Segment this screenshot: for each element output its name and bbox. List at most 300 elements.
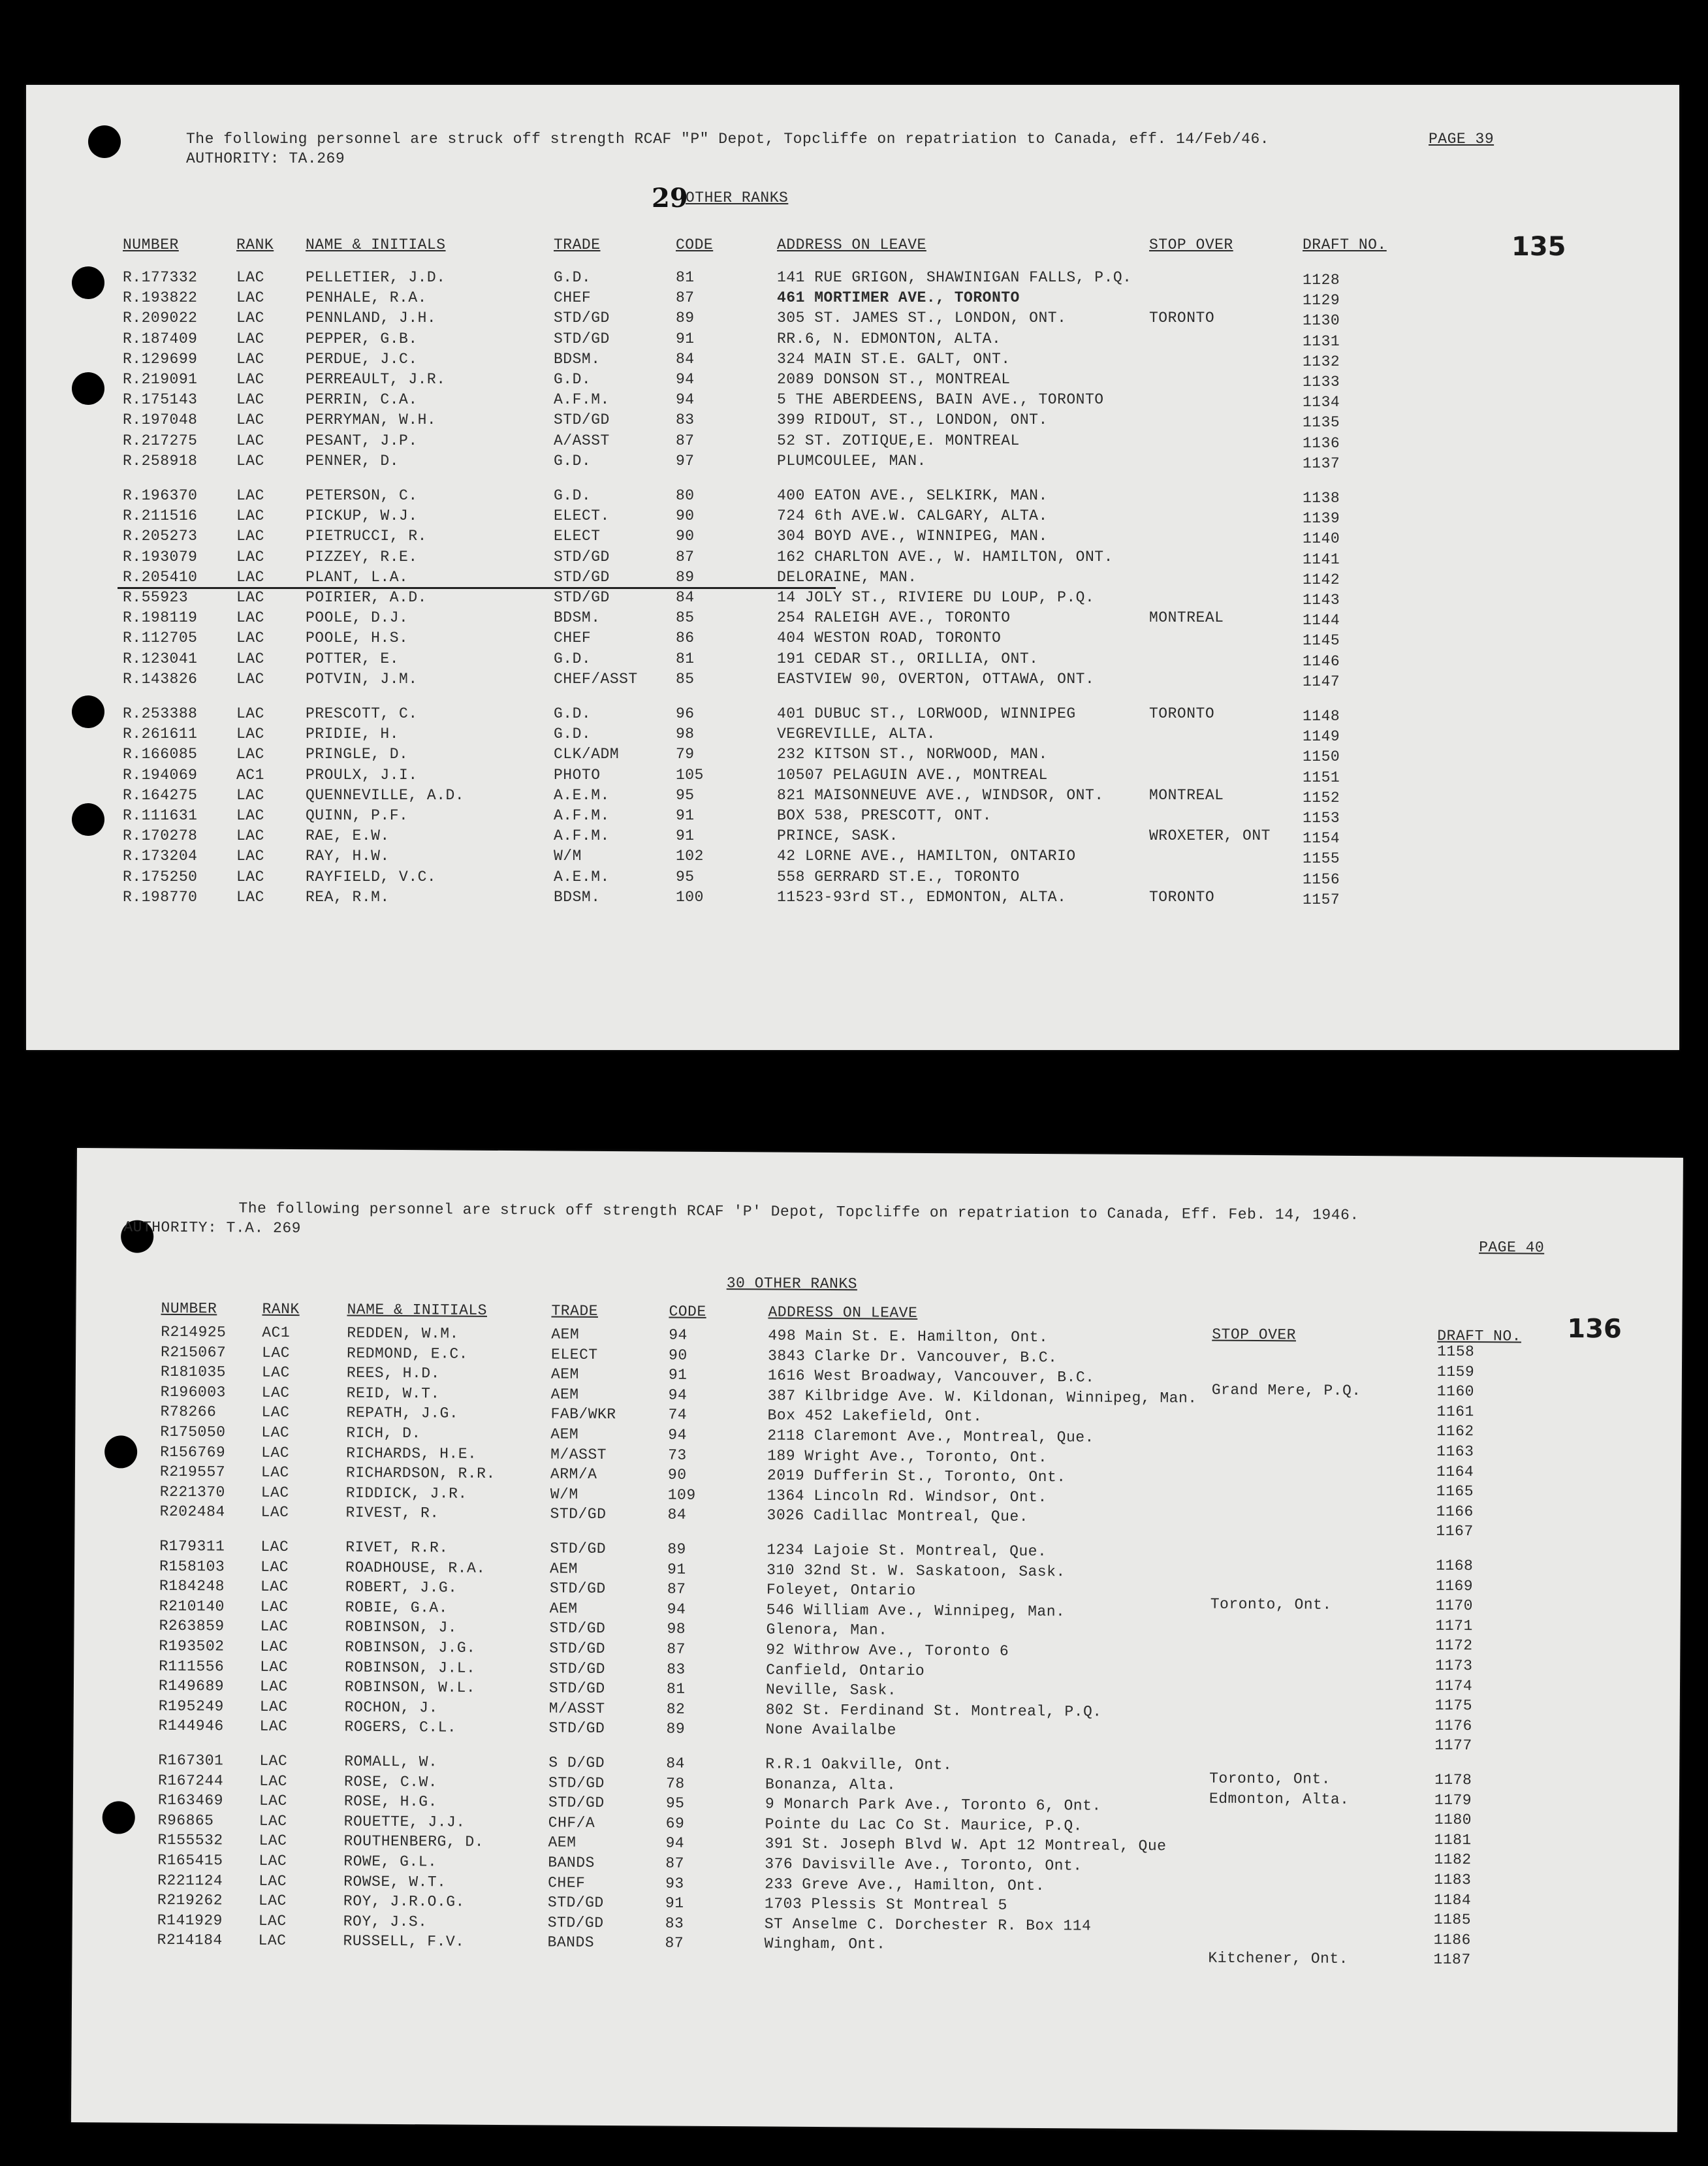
- cell-rank: LAC: [236, 609, 264, 627]
- cell-number: R181035: [160, 1363, 227, 1381]
- cell-number: R219557: [159, 1463, 226, 1481]
- cell-code: 87: [667, 1640, 686, 1658]
- cell-code: 95: [676, 868, 695, 885]
- cell-code: 91: [676, 807, 695, 824]
- cell-number: R.166085: [123, 746, 198, 763]
- cell-name: REID, W.T.: [346, 1384, 440, 1403]
- cell-draft-no: 1147: [1303, 673, 1340, 690]
- cell-number: R.217275: [123, 432, 198, 449]
- cell-address: 1703 Plessis St Montreal 5: [764, 1895, 1007, 1914]
- cell-code: 94: [668, 1426, 688, 1444]
- cell-trade: A/ASST: [554, 432, 610, 449]
- cell-name: POOLE, D.J.: [306, 609, 409, 627]
- cell-number: R214925: [161, 1323, 227, 1341]
- intro-text: The following personnel are struck off strength RCAF 'P' Depot, Topcliffe on repatriation to Canada, Eff. Feb. 14, 1946.: [238, 1200, 1359, 1224]
- cell-draft-no: 1148: [1303, 708, 1340, 725]
- cell-rank: LAC: [258, 1912, 287, 1930]
- cell-trade: STD/GD: [554, 548, 610, 565]
- cell-trade: ELECT: [554, 528, 601, 545]
- cell-trade: BANDS: [548, 1854, 595, 1871]
- cell-code: 95: [676, 786, 695, 804]
- cell-draft-no: 1133: [1303, 374, 1340, 390]
- stamp-number: 135: [1511, 232, 1566, 262]
- header-name: NAME & INITIALS: [306, 236, 446, 253]
- cell-code: 91: [668, 1366, 688, 1384]
- cell-rank: LAC: [259, 1678, 288, 1696]
- cell-rank: LAC: [261, 1384, 290, 1401]
- cell-trade: AEM: [550, 1365, 579, 1383]
- cell-name: REES, H.D.: [346, 1364, 441, 1382]
- cell-name: PROULX, J.I.: [306, 766, 418, 784]
- cell-rank: LAC: [260, 1618, 289, 1636]
- cell-draft-no: 1134: [1303, 394, 1340, 411]
- cell-code: 83: [665, 1915, 684, 1932]
- cell-name: QUENNEVILLE, A.D.: [306, 786, 465, 804]
- cell-address: 141 RUE GRIGON, SHAWINIGAN FALLS, P.Q.: [777, 269, 1132, 286]
- cell-trade: STD/GD: [554, 310, 610, 327]
- cell-trade: FAB/WKR: [550, 1405, 616, 1424]
- cell-code: 93: [665, 1875, 684, 1892]
- cell-name: ROSE, C.W.: [344, 1773, 438, 1791]
- cell-trade: A.F.M.: [554, 807, 610, 824]
- cell-number: R167301: [158, 1751, 224, 1770]
- cell-trade: ARM/A: [550, 1465, 597, 1484]
- cell-trade: BDSM.: [554, 350, 601, 368]
- cell-trade: STD/GD: [549, 1640, 606, 1657]
- table-row: [26, 351, 1679, 372]
- cell-name: ROBINSON, J.G.: [345, 1638, 476, 1657]
- cell-name: ROUETTE, J.J.: [343, 1813, 466, 1831]
- table-row: [26, 807, 1679, 828]
- cell-draft-no: 1183: [1434, 1871, 1472, 1889]
- cell-draft-no: 1170: [1435, 1597, 1474, 1615]
- cell-code: 94: [676, 371, 695, 388]
- cell-name: ROBINSON, J.L.: [345, 1659, 476, 1677]
- cell-name: ROADHOUSE, R.A.: [345, 1559, 486, 1577]
- table-row: [26, 671, 1679, 692]
- cell-code: 90: [669, 1346, 688, 1364]
- cell-rank: LAC: [236, 330, 264, 347]
- cell-draft-no: 1157: [1303, 891, 1340, 908]
- cell-name: PERREAULT, J.R.: [306, 371, 446, 388]
- cell-code: 89: [666, 1720, 686, 1738]
- table-row: [26, 746, 1679, 767]
- cell-name: RAE, E.W.: [306, 827, 390, 845]
- cell-trade: BANDS: [547, 1934, 595, 1952]
- cell-draft-no: 1136: [1303, 434, 1340, 452]
- cell-name: POTTER, E.: [306, 650, 400, 667]
- cell-code: 95: [665, 1794, 685, 1812]
- cell-code: 85: [676, 670, 695, 688]
- cell-draft-no: 1165: [1436, 1482, 1474, 1501]
- header-draft-no: DRAFT NO.: [1303, 236, 1387, 253]
- cell-trade: CHEF: [554, 289, 592, 307]
- table-row: [26, 330, 1679, 351]
- cell-trade: A.F.M.: [554, 391, 610, 409]
- cell-address: None Availalbe: [765, 1721, 896, 1740]
- cell-draft-no: 1179: [1434, 1791, 1472, 1809]
- cell-code: 74: [668, 1406, 688, 1424]
- stamp-number: 136: [1567, 1313, 1622, 1345]
- cell-name: ROY, J.R.O.G.: [343, 1892, 465, 1911]
- cell-stop-over: Kitchener, Ont.: [1208, 1949, 1349, 1968]
- table-row: [26, 487, 1679, 508]
- table-row: [26, 609, 1679, 630]
- cell-code: 98: [667, 1620, 686, 1638]
- cell-code: 98: [676, 725, 695, 743]
- cell-trade: BDSM.: [554, 888, 601, 906]
- cell-number: R111556: [159, 1657, 225, 1675]
- cell-address: 162 CHARLTON AVE., W. HAMILTON, ONT.: [777, 548, 1113, 565]
- cell-name: PRIDIE, H.: [306, 725, 400, 743]
- cell-rank: LAC: [261, 1484, 289, 1501]
- table-row: [26, 269, 1679, 290]
- cell-address: 461 MORTIMER AVE., TORONTO: [777, 289, 1020, 307]
- cell-draft-no: 1146: [1303, 652, 1340, 670]
- cell-address: 399 RIDOUT, ST., LONDON, ONT.: [777, 411, 1048, 429]
- header-stop-over: STOP OVER: [1212, 1326, 1297, 1344]
- cell-address: 821 MAISONNEUVE AVE., WINDSOR, ONT.: [777, 786, 1104, 804]
- cell-trade: CHEF: [554, 629, 592, 647]
- cell-rank: LAC: [236, 848, 264, 865]
- cell-draft-no: 1141: [1303, 550, 1340, 568]
- cell-trade: A.F.M.: [554, 827, 610, 845]
- cell-trade: STD/GD: [548, 1794, 605, 1812]
- cell-draft-no: 1131: [1303, 332, 1340, 350]
- cell-rank: LAC: [236, 528, 264, 545]
- cell-trade: AEM: [548, 1834, 577, 1852]
- cell-number: R.193822: [123, 289, 198, 307]
- cell-number: R193502: [159, 1637, 225, 1655]
- cell-trade: W/M: [554, 848, 582, 865]
- cell-address: 191 CEDAR ST., ORILLIA, ONT.: [777, 650, 1039, 667]
- cell-draft-no: 1177: [1434, 1737, 1472, 1755]
- cell-code: 82: [666, 1700, 686, 1718]
- cell-draft-no: 1182: [1434, 1851, 1472, 1869]
- header-name: NAME & INITIALS: [347, 1301, 488, 1319]
- cell-number: R.164275: [123, 786, 198, 804]
- header-trade: TRADE: [554, 236, 601, 253]
- cell-draft-no: 1187: [1433, 1951, 1471, 1969]
- cell-address: Bonanza, Alta.: [765, 1776, 896, 1794]
- cell-code: 81: [676, 269, 695, 286]
- cell-trade: STD/GD: [549, 1619, 606, 1638]
- table-row: [26, 310, 1679, 330]
- cell-number: R.143826: [123, 670, 198, 688]
- cell-rank: LAC: [260, 1658, 289, 1676]
- cell-code: 78: [665, 1775, 685, 1792]
- cell-code: 81: [676, 650, 695, 667]
- cell-name: RIVET, R.R.: [345, 1538, 449, 1557]
- table-row: [26, 889, 1679, 910]
- cell-number: R.197048: [123, 411, 198, 429]
- cell-name: QUINN, P.F.: [306, 807, 409, 824]
- cell-rank: LAC: [236, 786, 264, 804]
- cell-address: Canfield, Ontario: [766, 1661, 925, 1680]
- cell-code: 89: [667, 1540, 686, 1558]
- cell-number: R214184: [157, 1932, 223, 1949]
- cell-code: 94: [667, 1601, 686, 1618]
- cell-address: Box 452 Lakefield, Ont.: [767, 1407, 983, 1425]
- cell-number: R165415: [157, 1851, 223, 1870]
- cell-number: R.196370: [123, 487, 198, 504]
- cell-trade: ELECT.: [554, 507, 610, 525]
- cell-rank: LAC: [236, 269, 264, 286]
- cell-name: PERRIN, C.A.: [306, 391, 418, 409]
- cell-draft-no: 1161: [1436, 1403, 1474, 1420]
- cell-rank: LAC: [236, 548, 264, 565]
- cell-draft-no: 1129: [1303, 292, 1340, 310]
- cell-number: R.177332: [123, 269, 198, 286]
- cell-code: 84: [676, 350, 695, 368]
- cell-name: REDMOND, E.C.: [347, 1345, 469, 1363]
- cell-number: R210140: [159, 1597, 225, 1616]
- cell-rank: LAC: [236, 888, 264, 906]
- cell-stop-over: Edmonton, Alta.: [1209, 1790, 1350, 1808]
- cell-address: 14 JOLY ST., RIVIERE DU LOUP, P.Q.: [777, 589, 1095, 606]
- cell-address: 387 Kilbridge Ave. W. Kildonan, Winnipeg, Man.: [767, 1387, 1197, 1407]
- cell-address: 724 6th AVE.W. CALGARY, ALTA.: [777, 507, 1048, 525]
- cell-code: 73: [668, 1446, 687, 1464]
- cell-number: R.205410: [123, 568, 198, 586]
- cell-code: 84: [666, 1755, 685, 1772]
- cell-address: 391 St. Joseph Blvd W. Apt 12 Montreal, Que: [765, 1835, 1167, 1855]
- cell-address: 232 KITSON ST., NORWOOD, MAN.: [777, 746, 1048, 763]
- cell-trade: STD/GD: [554, 568, 610, 586]
- cell-draft-no: 1155: [1303, 850, 1340, 868]
- cell-trade: G.D.: [554, 650, 592, 667]
- cell-rank: LAC: [259, 1772, 288, 1790]
- cell-rank: LAC: [260, 1598, 289, 1616]
- cell-address: 254 RALEIGH AVE., TORONTO: [777, 609, 1011, 627]
- cell-trade: STD/GD: [554, 330, 610, 347]
- cell-trade: M/ASST: [548, 1700, 605, 1717]
- cell-rank: LAC: [258, 1892, 287, 1910]
- cell-trade: STD/GD: [549, 1580, 606, 1598]
- table-row: [26, 767, 1679, 788]
- cell-address: PRINCE, SASK.: [777, 827, 898, 845]
- cell-address: 498 Main St. E. Hamilton, Ont.: [768, 1327, 1049, 1346]
- cell-rank: LAC: [236, 868, 264, 885]
- cell-number: R195249: [158, 1697, 224, 1715]
- cell-code: 90: [676, 528, 695, 545]
- cell-draft-no: 1184: [1433, 1891, 1472, 1909]
- cell-rank: LAC: [236, 411, 264, 429]
- cell-draft-no: 1145: [1303, 632, 1340, 650]
- cell-rank: LAC: [236, 650, 264, 667]
- cell-draft-no: 1166: [1436, 1503, 1474, 1520]
- cell-address: 92 Withrow Ave., Toronto 6: [766, 1641, 1009, 1660]
- cell-code: 102: [676, 848, 704, 865]
- cell-address: ST Anselme C. Dorchester R. Box 114: [764, 1915, 1092, 1935]
- cell-rank: LAC: [259, 1792, 287, 1810]
- cell-draft-no: 1174: [1434, 1677, 1473, 1695]
- cell-trade: CHF/A: [548, 1814, 595, 1832]
- cell-number: R196003: [160, 1383, 226, 1401]
- cell-rank: LAC: [259, 1832, 287, 1850]
- cell-rank: LAC: [236, 432, 264, 449]
- cell-name: ROCHON, J.: [344, 1698, 438, 1717]
- cell-address: 802 St. Ferdinand St. Montreal, P.Q.: [765, 1701, 1102, 1721]
- cell-rank: LAC: [236, 670, 264, 688]
- cell-code: 85: [676, 609, 695, 627]
- cell-draft-no: 1149: [1303, 728, 1340, 746]
- table-row: [26, 787, 1679, 808]
- cell-rank: LAC: [236, 391, 264, 409]
- cell-name: POIRIER, A.D.: [306, 589, 427, 606]
- cell-name: POOLE, H.S.: [306, 629, 409, 647]
- cell-number: R184248: [159, 1577, 225, 1595]
- cell-trade: STD/GD: [548, 1774, 605, 1792]
- cell-trade: ELECT: [551, 1346, 598, 1363]
- cell-number: R.193079: [123, 548, 198, 565]
- cell-trade: STD/GD: [550, 1540, 607, 1557]
- header-number: NUMBER: [123, 236, 179, 253]
- cell-trade: G.D.: [554, 269, 592, 286]
- cell-trade: G.D.: [554, 452, 592, 470]
- cell-name: PEPPER, G.B.: [306, 330, 418, 347]
- cell-rank: LAC: [259, 1752, 288, 1770]
- cell-draft-no: 1152: [1303, 789, 1340, 806]
- cell-number: R215067: [161, 1343, 227, 1361]
- authority-text: AUTHORITY: TA.269: [186, 150, 345, 167]
- cell-number: R.123041: [123, 650, 198, 667]
- cell-code: 109: [667, 1486, 696, 1504]
- cell-draft-no: 1142: [1303, 571, 1340, 588]
- cell-rank: LAC: [236, 589, 264, 606]
- cell-address: PLUMCOULEE, MAN.: [777, 452, 926, 470]
- cell-address: 404 WESTON ROAD, TORONTO: [777, 629, 1002, 647]
- header-code: CODE: [676, 236, 714, 253]
- cell-name: PESANT, J.P.: [306, 432, 418, 449]
- cell-address: Wingham, Ont.: [764, 1935, 886, 1953]
- cell-code: 84: [667, 1506, 687, 1524]
- table-row: [26, 629, 1679, 650]
- cell-address: 2019 Dufferin St., Toronto, Ont.: [767, 1467, 1066, 1486]
- cell-trade: G.D.: [554, 705, 592, 722]
- cell-draft-no: 1168: [1436, 1557, 1474, 1575]
- cell-draft-no: 1163: [1436, 1442, 1474, 1461]
- cell-trade: AEM: [550, 1560, 578, 1578]
- strikethrough-line: [118, 587, 836, 589]
- cell-number: R149689: [158, 1677, 225, 1695]
- cell-address: 189 Wright Ave., Toronto, Ont.: [767, 1447, 1048, 1466]
- table-row: [26, 391, 1679, 412]
- cell-code: 91: [676, 827, 695, 845]
- cell-draft-no: 1128: [1303, 272, 1340, 289]
- cell-rank: LAC: [259, 1698, 288, 1715]
- cell-number: R167244: [158, 1772, 224, 1789]
- cell-code: 97: [676, 452, 695, 470]
- cell-rank: LAC: [236, 310, 264, 327]
- cell-address: VEGREVILLE, ALTA.: [777, 725, 936, 743]
- cell-address: 558 GERRARD ST.E., TORONTO: [777, 868, 1020, 885]
- cell-number: R.194069: [123, 766, 198, 784]
- cell-name: PRINGLE, D.: [306, 746, 409, 763]
- cell-name: PICKUP, W.J.: [306, 507, 418, 525]
- cell-name: ROBINSON, J.: [345, 1618, 458, 1636]
- cell-rank: LAC: [260, 1578, 289, 1596]
- cell-address: Foleyet, Ontario: [766, 1581, 916, 1600]
- cell-address: 376 Davisville Ave., Toronto, Ont.: [765, 1855, 1083, 1875]
- cell-number: R.170278: [123, 827, 198, 845]
- cell-number: R155532: [157, 1832, 223, 1849]
- handwritten-count: 29: [652, 183, 688, 214]
- cell-number: R.258918: [123, 452, 198, 470]
- cell-code: 91: [667, 1561, 686, 1578]
- cell-address: 233 Greve Ave., Hamilton, Ont.: [765, 1875, 1045, 1894]
- cell-draft-no: 1154: [1303, 830, 1340, 848]
- table-row: [26, 432, 1679, 453]
- table-row: [26, 289, 1679, 310]
- cell-trade: CLK/ADM: [554, 746, 620, 763]
- cell-trade: STD/GD: [554, 411, 610, 429]
- table-row: [26, 528, 1679, 549]
- cell-name: RIDDICK, J.R.: [345, 1484, 467, 1503]
- cell-rank: LAC: [259, 1812, 287, 1830]
- cell-code: 100: [676, 888, 704, 906]
- cell-number: R.205273: [123, 528, 198, 545]
- document-page-39: [26, 85, 1679, 1050]
- cell-trade: AEM: [550, 1425, 579, 1443]
- cell-address: 1616 West Broadway, Vancouver, B.C.: [767, 1367, 1095, 1386]
- cell-number: R.129699: [123, 350, 198, 368]
- cell-number: R.211516: [123, 507, 198, 525]
- cell-address: 1234 Lajoie St. Montreal, Que.: [767, 1541, 1047, 1561]
- cell-draft-no: 1185: [1433, 1911, 1472, 1929]
- cell-code: 94: [676, 391, 695, 409]
- cell-code: 83: [667, 1661, 686, 1678]
- cell-stop-over: TORONTO: [1149, 310, 1215, 327]
- cell-trade: PHOTO: [554, 766, 601, 784]
- cell-draft-no: 1143: [1303, 592, 1340, 609]
- cell-address: 9 Monarch Park Ave., Toronto 6, Ont.: [765, 1795, 1101, 1815]
- cell-number: R.55923: [123, 589, 189, 606]
- cell-address: Pointe du Lac Co St. Maurice, P.Q.: [765, 1815, 1083, 1835]
- cell-code: 90: [676, 507, 695, 525]
- cell-name: REPATH, J.G.: [346, 1404, 459, 1422]
- group-label: 30 OTHER RANKS: [726, 1275, 858, 1293]
- cell-code: 96: [676, 705, 695, 722]
- cell-address: 304 BOYD AVE., WINNIPEG, MAN.: [777, 528, 1048, 545]
- cell-rank: LAC: [258, 1932, 287, 1950]
- cell-draft-no: 1186: [1433, 1931, 1471, 1949]
- cell-stop-over: MONTREAL: [1149, 609, 1224, 627]
- cell-address: 2089 DONSON ST., MONTREAL: [777, 371, 1011, 388]
- cell-rank: LAC: [261, 1558, 289, 1576]
- cell-name: ROSE, H.G.: [343, 1792, 438, 1811]
- punch-hole: [88, 125, 121, 158]
- cell-draft-no: 1137: [1303, 454, 1340, 472]
- cell-name: PLANT, L.A.: [306, 568, 409, 586]
- table-row: [26, 589, 1679, 610]
- cell-trade: M/ASST: [550, 1446, 607, 1463]
- group-label: OTHER RANKS: [686, 189, 789, 206]
- cell-address: 3026 Cadillac Montreal, Que.: [767, 1506, 1029, 1526]
- cell-draft-no: 1160: [1436, 1382, 1475, 1401]
- cell-address: 1364 Lincoln Rd. Windsor, Ont.: [767, 1487, 1047, 1506]
- table-row: [26, 705, 1679, 726]
- cell-code: 79: [676, 746, 695, 763]
- cell-draft-no: 1158: [1437, 1343, 1475, 1361]
- cell-rank: LAC: [259, 1872, 287, 1890]
- cell-rank: LAC: [259, 1718, 288, 1736]
- header-draft-no: DRAFT NO.: [1437, 1327, 1522, 1345]
- cell-draft-no: 1162: [1436, 1423, 1474, 1441]
- cell-name: RAY, H.W.: [306, 848, 390, 865]
- cell-address: 305 ST. JAMES ST., LONDON, ONT.: [777, 310, 1067, 327]
- cell-rank: LAC: [261, 1404, 290, 1422]
